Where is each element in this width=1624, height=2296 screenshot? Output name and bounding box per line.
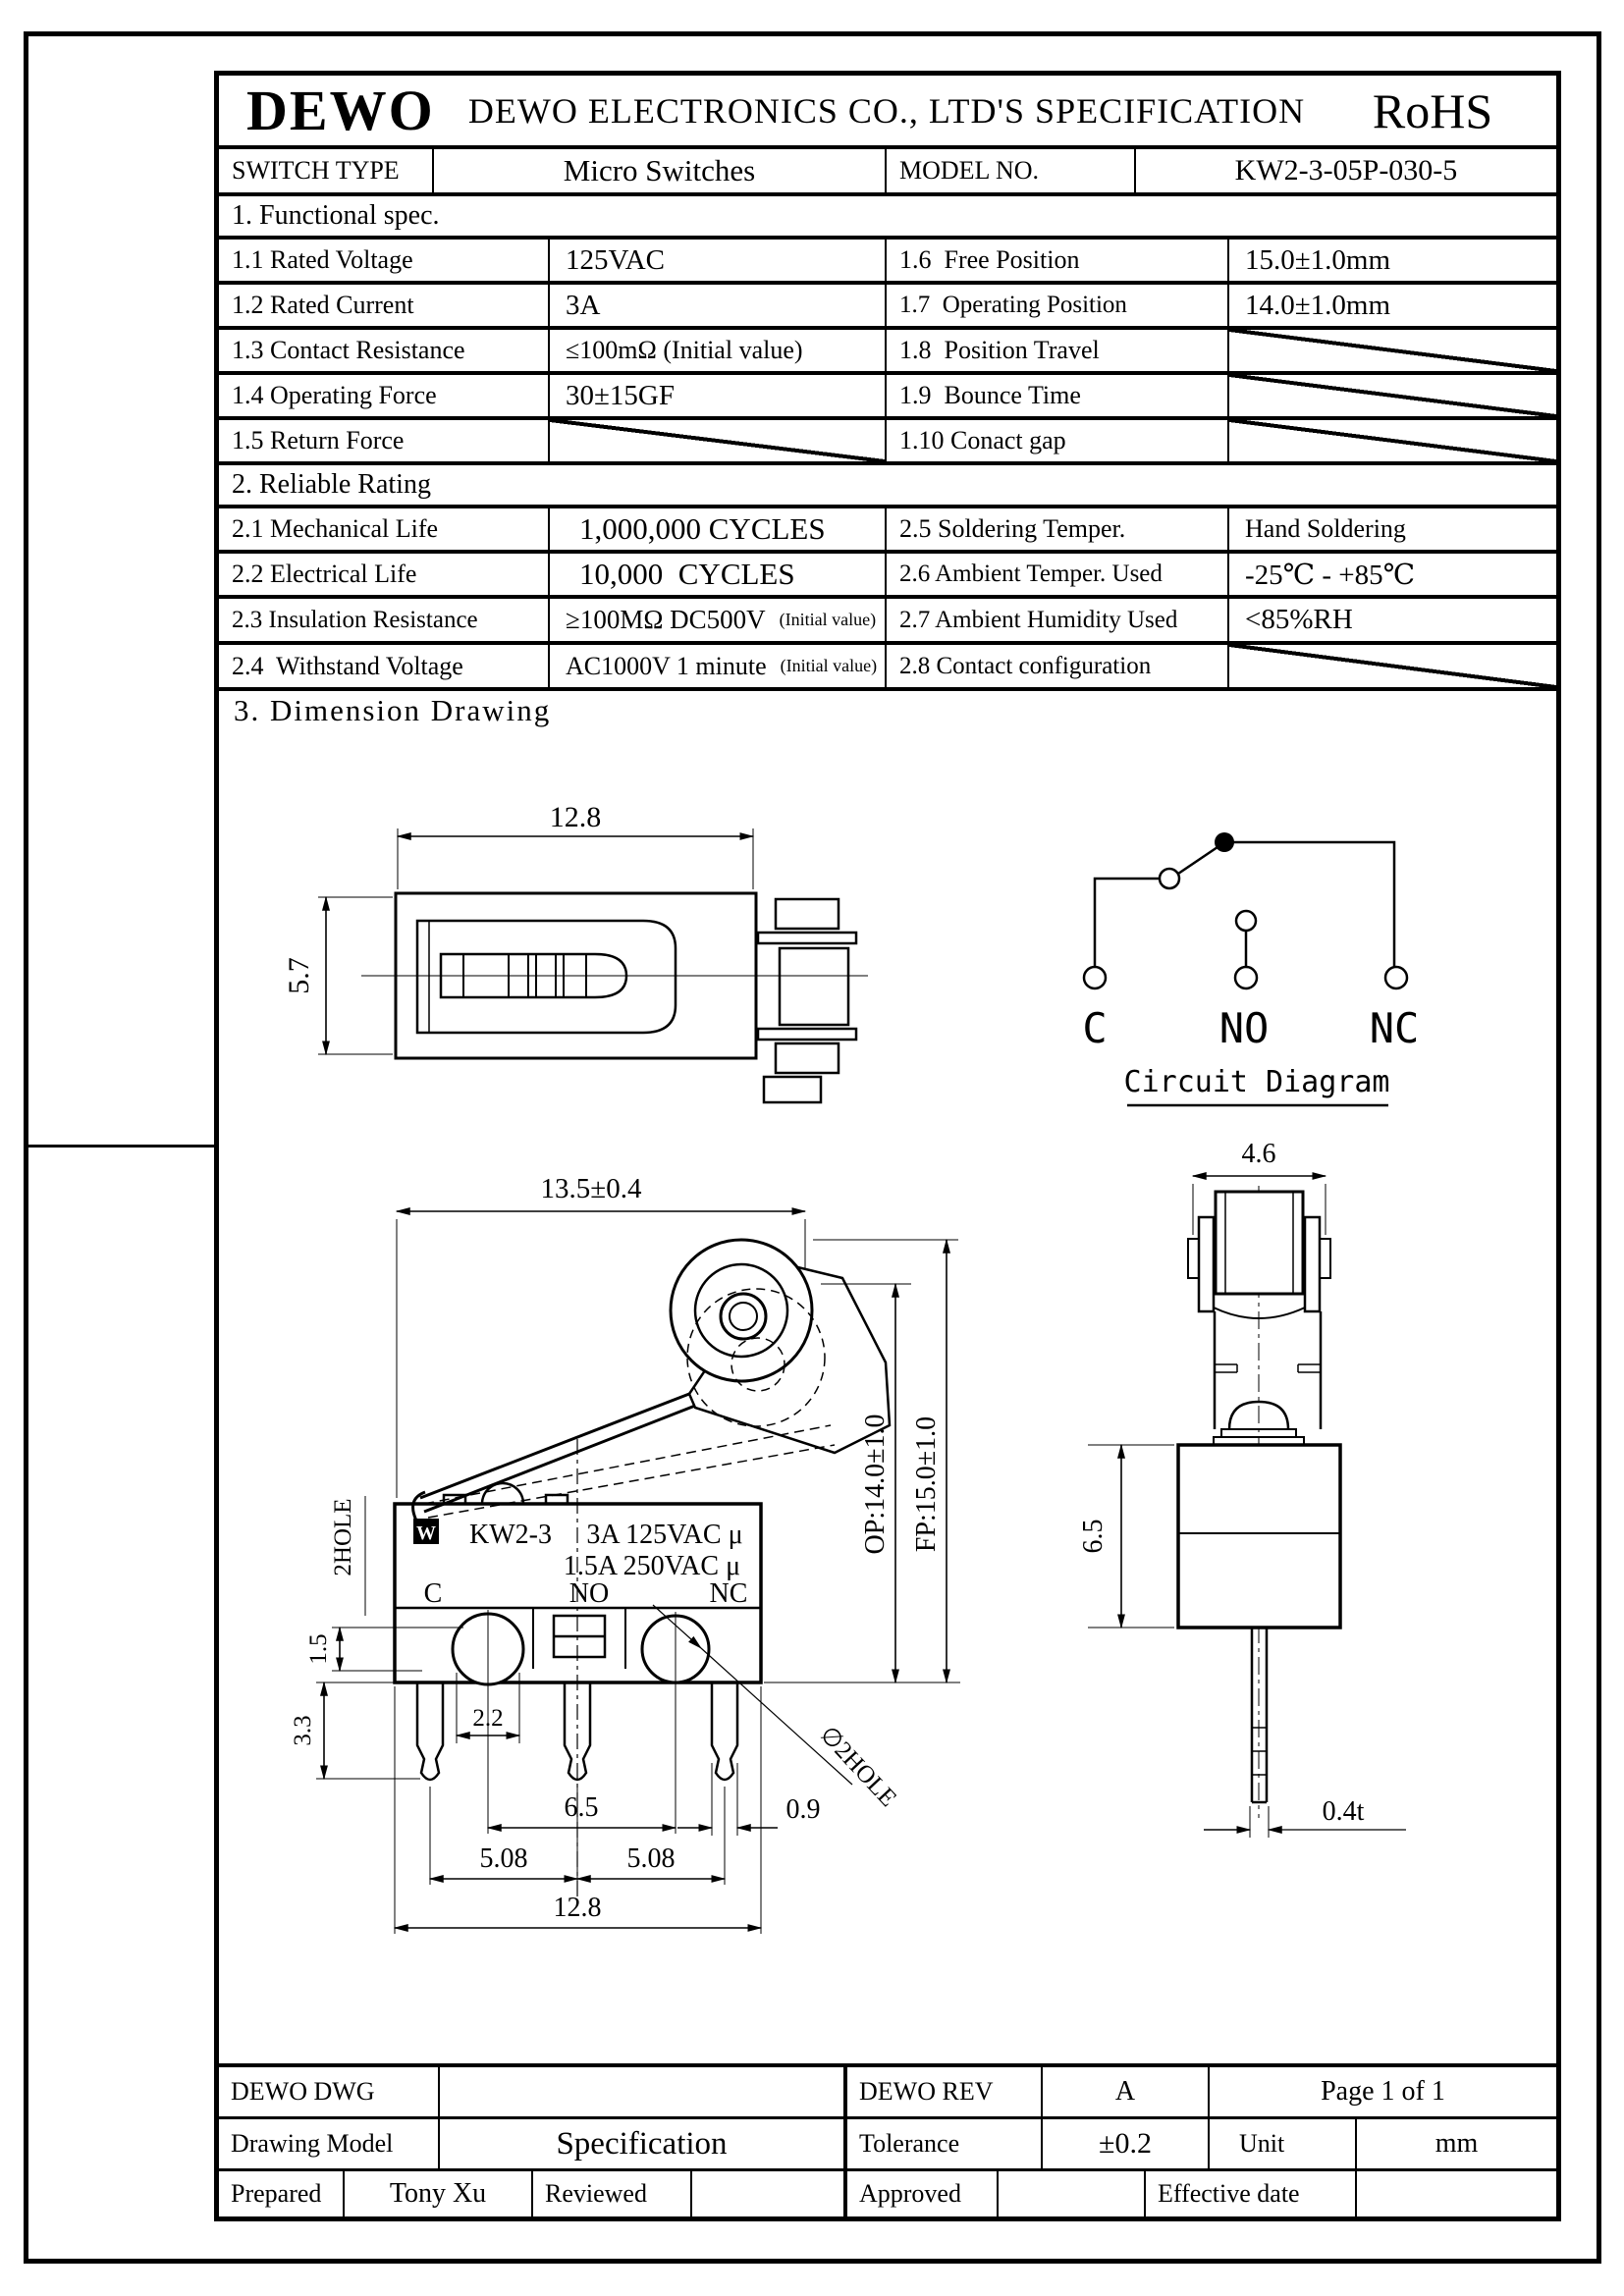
slashed-cell (1227, 420, 1556, 461)
spec-label: 1.5 Return Force (232, 426, 405, 454)
spec-value-note: (Initial value) (780, 656, 878, 675)
terminal-c-node (1084, 967, 1106, 988)
dim-6-5: 6.5 (564, 1792, 599, 1823)
circuit-diagram (1082, 832, 1419, 1105)
drawing-model-value: Specification (438, 2119, 843, 2168)
approved-value (997, 2171, 1144, 2216)
rev-label: DEWO REV (843, 2067, 1041, 2116)
terminal-nc-node (1385, 967, 1407, 988)
footer-row-3 (219, 2168, 1556, 2216)
functional-section-row (219, 192, 1556, 236)
spec-label: 2.7 Ambient Humidity Used (885, 599, 1227, 641)
slashed-cell (548, 420, 885, 461)
table-row (219, 416, 1556, 461)
spec-value: AC1000V 1 minute (566, 651, 767, 680)
model-no-value: KW2-3-05P-030-5 (1134, 149, 1556, 192)
table-row (219, 505, 1556, 550)
switch-type-row (219, 145, 1556, 192)
front-view-drawing (290, 1173, 960, 1934)
hole-diameter-label: ∅2HOLE (814, 1721, 902, 1812)
spec-label: 2.2 Electrical Life (232, 560, 417, 588)
company-logo: DEWO (246, 79, 435, 142)
dimension-drawing (214, 687, 1561, 2063)
slashed-cell (1227, 375, 1556, 416)
dwg-value (438, 2067, 843, 2116)
terminal-pin (712, 1682, 737, 1780)
front-width-dim: 13.5±0.4 (540, 1173, 642, 1204)
spec-value: Hand Soldering (1227, 508, 1556, 550)
side-width-dim: 4.6 (1241, 1139, 1276, 1169)
spec-value-note: (Initial value) (779, 610, 877, 629)
spec-value: 10,000 CYCLES (548, 554, 885, 595)
functional-section-title: 1. Functional spec. (232, 200, 440, 231)
terminal-pin (417, 1682, 443, 1780)
tolerance-label: Tolerance (843, 2119, 1041, 2168)
table-row (219, 550, 1556, 595)
dim-5-08-right: 5.08 (626, 1843, 676, 1874)
prepared-value: Tony Xu (343, 2171, 531, 2216)
spec-value: <85%RH (1227, 599, 1556, 641)
terminal-no-node (1235, 967, 1257, 988)
fold-mark-line (24, 1145, 214, 1148)
spec-label: 1.3 Contact Resistance (232, 336, 465, 364)
spec-label: 2.6 Ambient Temper. Used (885, 554, 1227, 595)
terminal-no-label: NO (1218, 1004, 1270, 1052)
dimension-section-title: 3. Dimension Drawing (234, 693, 552, 727)
effective-date-label: Effective date (1144, 2171, 1355, 2216)
body-logo-mark: W (416, 1522, 436, 1544)
rev-value: A (1041, 2067, 1208, 2116)
slashed-cell (1227, 645, 1556, 687)
dim-5-08-left: 5.08 (479, 1843, 528, 1874)
spec-label: 2.1 Mechanical Life (232, 514, 439, 543)
reviewed-label: Reviewed (531, 2171, 690, 2216)
spec-label: 2.5 Soldering Temper. (885, 508, 1227, 550)
top-view-height-dim: 5.7 (283, 957, 315, 994)
circuit-diagram-caption: Circuit Diagram (1123, 1065, 1390, 1099)
switch-type-value: Micro Switches (432, 149, 885, 192)
spec-value: 125VAC (548, 240, 885, 281)
hole-count-label: 2HOLE (330, 1498, 356, 1576)
spec-label: 2.8 Contact configuration (885, 645, 1227, 687)
side-height-dim: 6.5 (1078, 1519, 1109, 1554)
body-marking-model: KW2-3 (469, 1520, 552, 1550)
spec-label: 1.2 Rated Current (232, 291, 414, 319)
spec-label: 1.8 Position Travel (885, 330, 1227, 371)
title-block (219, 76, 1556, 145)
spec-value: 14.0±1.0mm (1227, 285, 1556, 326)
side-view-drawing (1078, 1139, 1406, 1838)
spec-label: 1.1 Rated Voltage (232, 245, 413, 274)
body-marking-rating1: 3A 125VAC μ (586, 1520, 743, 1550)
terminal-c-label: C (1082, 1004, 1108, 1052)
footer-row-1 (219, 2063, 1556, 2116)
body-marking-rating2: 1.5A 250VAC μ (563, 1551, 741, 1581)
spec-label: 1.7 Operating Position (885, 285, 1227, 326)
spec-value: 3A (548, 285, 885, 326)
spec-value: -25℃ - +85℃ (1227, 554, 1556, 595)
spec-value: 1,000,000 CYCLES (548, 508, 885, 550)
top-view-width-dim: 12.8 (549, 801, 602, 833)
dim-0-9: 0.9 (785, 1794, 821, 1825)
terminal-nc-label: NC (1369, 1004, 1420, 1052)
page-indicator: Page 1 of 1 (1208, 2067, 1556, 2116)
dwg-label: DEWO DWG (231, 2077, 375, 2106)
dim-3-3: 3.3 (290, 1715, 316, 1746)
dim-free-position: FP:15.0±1.0 (911, 1415, 942, 1553)
spec-value: ≤100mΩ (Initial value) (548, 330, 885, 371)
approved-label: Approved (843, 2171, 997, 2216)
footer-row-2 (219, 2116, 1556, 2168)
spec-value: 15.0±1.0mm (1227, 240, 1556, 281)
side-thickness-dim: 0.4t (1322, 1796, 1365, 1827)
contact-dot (1215, 832, 1234, 852)
body-terminal-c: C (423, 1578, 443, 1609)
body-terminal-no: NO (568, 1578, 610, 1609)
dim-2-2: 2.2 (472, 1705, 504, 1732)
spec-value: ≥100MΩ DC500V (566, 605, 766, 634)
spec-label: 2.4 Withstand Voltage (232, 651, 463, 680)
drawing-model-label: Drawing Model (231, 2129, 394, 2158)
reliable-section-title: 2. Reliable Rating (232, 469, 431, 500)
spec-label: 1.10 Conact gap (885, 420, 1227, 461)
table-row (219, 236, 1556, 281)
unit-label: Unit (1208, 2119, 1355, 2168)
unit-value: mm (1355, 2119, 1556, 2168)
effective-date-value (1355, 2171, 1556, 2216)
spec-label: 1.9 Bounce Time (885, 375, 1227, 416)
body-terminal-nc: NC (709, 1578, 748, 1609)
table-row (219, 281, 1556, 326)
table-row (219, 641, 1556, 687)
slashed-cell (1227, 330, 1556, 371)
table-row (219, 595, 1556, 641)
rohs-mark: RoHS (1372, 82, 1493, 138)
table-row (219, 371, 1556, 416)
spec-value: 30±15GF (548, 375, 885, 416)
tolerance-value: ±0.2 (1041, 2119, 1208, 2168)
dim-12-8: 12.8 (553, 1893, 602, 1923)
dim-operating-position: OP:14.0±1.0 (860, 1414, 891, 1555)
switch-type-label: SWITCH TYPE (232, 156, 400, 185)
document-title: DEWO ELECTRONICS CO., LTD'S SPECIFICATION (467, 90, 1306, 131)
table-row (219, 326, 1556, 371)
reviewed-value (690, 2171, 843, 2216)
model-no-label: MODEL NO. (885, 149, 1134, 192)
dim-1-5: 1.5 (305, 1633, 332, 1665)
top-view-drawing (283, 801, 868, 1102)
spec-label: 1.4 Operating Force (232, 381, 437, 409)
spec-label: 1.6 Free Position (885, 240, 1227, 281)
prepared-label: Prepared (231, 2179, 322, 2208)
reliable-section-row (219, 461, 1556, 505)
spec-label: 2.3 Insulation Resistance (232, 606, 478, 633)
